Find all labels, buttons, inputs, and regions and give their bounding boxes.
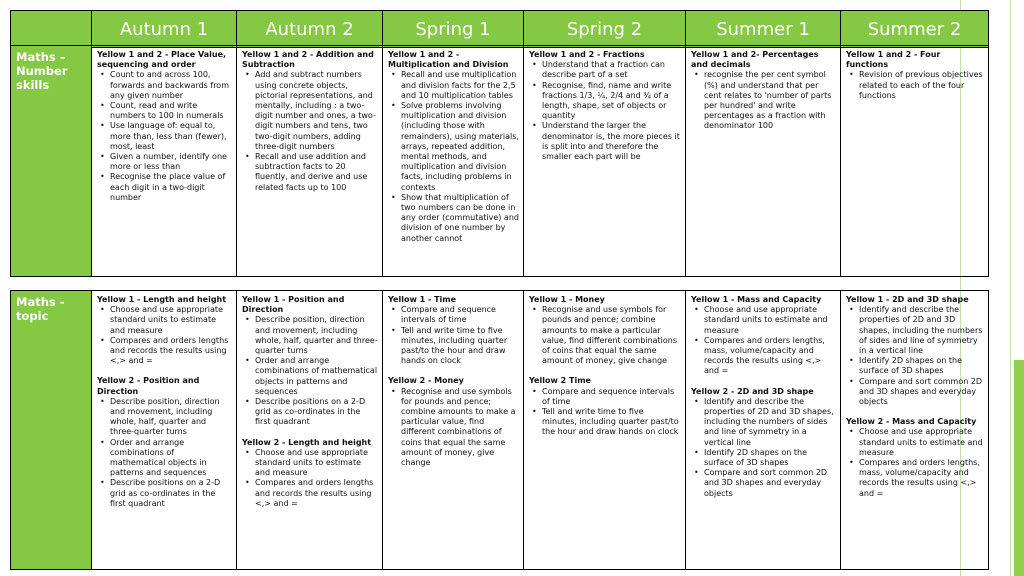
section-title: Yellow 1 - Mass and Capacity — [691, 295, 822, 304]
bullet-item: • Recognise and use symbols for pounds and pence; combine amounts to make a particular value, find different combinations of coins that equal the same amount of money, give change — [401, 387, 519, 469]
section-title: Yellow 1 - Time — [388, 295, 457, 304]
section-title: Yellow 1 - Money — [529, 295, 605, 304]
bullet-item: • Describe positions on a 2-D grid as co-ordinates in the first quadrant — [255, 397, 378, 428]
number-skills-cell — [383, 46, 524, 277]
bullet-list — [846, 427, 984, 498]
bullet-list — [846, 70, 984, 101]
bullet-item: • Compare and sort common 2D and 3D shapes and everyday objects — [704, 468, 836, 499]
bullet-list — [691, 70, 836, 131]
number-skills-cell — [686, 46, 841, 277]
bullet-item: • Count to and across 100, forwards and backwards from any given number — [110, 70, 232, 101]
bullet-item: • Choose and use appropriate standard units to estimate and measure — [110, 305, 232, 336]
bullet-list — [242, 70, 378, 192]
bullet-item: • Identify and describe the properties of 2D and 3D shapes, including the numbers of sides and line of symmetry in a vertical line — [859, 305, 984, 356]
section-title: Yellow 1 - 2D and 3D shape — [846, 295, 969, 304]
bullet-list — [529, 305, 681, 366]
bullet-item: • Compare and sequence intervals of time — [401, 305, 519, 325]
cell-title: Yellow 1 and 2 - Addition and Subtraction — [242, 50, 374, 70]
bullet-list — [388, 387, 519, 469]
decorative-band — [1014, 360, 1024, 576]
cell-title: Yellow 1 and 2- Percentages and decimals — [691, 50, 819, 70]
number-skills-cell — [92, 46, 237, 277]
bullet-item: • Solve problems involving multiplication and division (including those with remainders), using materials, arrays, repeated addition, mental methods, and multiplication and division facts, including problems in contexts — [401, 101, 519, 193]
topic-cell — [841, 291, 989, 570]
bullet-item: • Describe position, direction and movement, including whole, half, quarter and three-quarter turns — [255, 315, 378, 356]
topic-cell — [383, 291, 524, 570]
row-header-number-skills: Maths – Number skills — [11, 46, 92, 277]
bullet-item: • Recognise, find, name and write fractions 1/3, ¼, 2/4 and ¾ of a length, shape, set of objects or quantity — [542, 81, 681, 122]
bullet-item: • Compares and orders lengths and records the results using <,> and = — [110, 336, 232, 367]
bullet-item: • Identify 2D shapes on the surface of 3D shapes — [704, 448, 836, 468]
bullet-item: • Count, read and write numbers to 100 in numerals — [110, 101, 232, 121]
bullet-item: • Order and arrange combinations of mathematical objects in patterns and sequences — [110, 438, 232, 479]
bullet-item: • Understand the larger the denominator is, the more pieces it is split into and therefore the smaller each part will be — [542, 121, 681, 162]
bullet-list — [388, 70, 519, 243]
number-skills-table — [10, 45, 989, 277]
number-skills-cell — [841, 46, 989, 277]
bullet-item: • Recognise the place value of each digit in a two-digit number — [110, 172, 232, 203]
bullet-item: • Choose and use appropriate standard units to estimate and measure — [255, 448, 378, 479]
section-title: Yellow 1 - Position and Direction — [242, 295, 345, 315]
bullet-list — [529, 60, 681, 162]
bullet-item: • Compare and sequence intervals of time — [542, 387, 681, 407]
bullet-item: • Identify and describe the properties of 2D and 3D shapes, including the numbers of sides and line of symmetry in a vertical line — [704, 397, 836, 448]
bullet-item: • Add and subtract numbers using concrete objects, pictorial representations, and mentally, including : a two-digit number and ones, a two-digit numbers and tens, two two-digit numbers, adding three-digit numbers — [255, 70, 378, 152]
bullet-item: • Recognise and use symbols for pounds and pence; combine amounts to make a particular value, find different combinations of coins that equal the same amount of money, give change — [542, 305, 681, 366]
topic-table — [10, 290, 989, 570]
topic-cell — [524, 291, 686, 570]
section-title: Yellow 2 - 2D and 3D shape — [691, 386, 814, 396]
bullet-list — [691, 397, 836, 499]
bullet-item: • Order and arrange combinations of mathematical objects in patterns and sequences — [255, 356, 378, 397]
column-header: Summer 1 — [686, 11, 841, 48]
column-header: Spring 2 — [524, 11, 686, 48]
bullet-item: • Show that multiplication of two numbers can be done in any order (commutative) and division of one number by another cannot — [401, 193, 519, 244]
topic-cell — [92, 291, 237, 570]
bullet-item: • recognise the per cent symbol (%) and understand that per cent relates to 'number of parts per hundred' and write percentages as a fraction with denominator 100 — [704, 70, 836, 131]
bullet-item: • Given a number, identify one more or less than — [110, 152, 232, 172]
bullet-item: • Compares and orders lengths, mass, volume/capacity and records the results using <,> and = — [859, 458, 984, 499]
bullet-list — [242, 448, 378, 509]
cell-title: Yellow 1 and 2 - Fractions — [529, 50, 645, 59]
corner-cell — [11, 11, 92, 48]
bullet-list — [242, 315, 378, 427]
bullet-list — [529, 387, 681, 438]
bullet-item: • Recall and use multiplication and division facts for the 2,5 and 10 multiplication tables — [401, 70, 519, 101]
bullet-item: • Use language of: equal to, more than, less than (fewer), most, least — [110, 121, 232, 152]
bullet-list — [691, 305, 836, 376]
bullet-item: • Describe positions on a 2-D grid as co-ordinates in the first quadrant — [110, 478, 232, 509]
section-title: Yellow 2 Time — [529, 376, 591, 386]
bullet-item: • Compares and orders lengths and records the results using <,> and = — [255, 478, 378, 509]
decorative-line — [1010, 0, 1011, 576]
cell-title: Yellow 1 and 2 - Four functions — [846, 50, 941, 70]
bullet-item: • Describe position, direction and movement, including whole, half, quarter and three-quarter turns — [110, 397, 232, 438]
bullet-item: • Tell and write time to five minutes, including quarter past/to the hour and draw hands on clock — [401, 326, 519, 367]
column-header: Spring 1 — [383, 11, 524, 48]
number-skills-cell — [237, 46, 383, 277]
bullet-list — [97, 305, 232, 366]
section-title: Yellow 2 - Position and Direction — [97, 376, 200, 396]
column-header: Summer 2 — [841, 11, 989, 48]
header-table — [10, 10, 989, 48]
bullet-list — [388, 305, 519, 366]
bullet-item: • Tell and write time to five minutes, including quarter past/to the hour and draw hands on clock — [542, 407, 681, 438]
column-header: Autumn 1 — [92, 11, 237, 48]
topic-cell — [686, 291, 841, 570]
cell-title: Yellow 1 and 2 - Place Value, sequencing and order — [97, 50, 227, 70]
bullet-item: • Choose and use appropriate standard units to estimate and measure — [704, 305, 836, 336]
topic-cell — [237, 291, 383, 570]
bullet-list — [97, 70, 232, 203]
section-title: Yellow 1 - Length and height — [97, 295, 227, 304]
section-title: Yellow 2 - Money — [388, 376, 464, 386]
bullet-item: • Compare and sort common 2D and 3D shapes and everyday objects — [859, 377, 984, 408]
bullet-item: • Compares and orders lengths, mass, volume/capacity and records the results using <,> and = — [704, 336, 836, 377]
bullet-list — [846, 305, 984, 407]
section-title: Yellow 2 - Mass and Capacity — [846, 417, 977, 427]
bullet-item: • Recall and use addition and subtraction facts to 20 fluently, and derive and use related facts up to 100 — [255, 152, 378, 193]
section-title: Yellow 2 - Length and height — [242, 437, 372, 447]
bullet-list — [97, 397, 232, 509]
number-skills-cell — [524, 46, 686, 277]
bullet-item: • Revision of previous objectives related to each of the four functions — [859, 70, 984, 101]
row-header-topic: Maths - topic — [11, 291, 92, 570]
bullet-item: • Understand that a fraction can describe part of a set — [542, 60, 681, 80]
column-header: Autumn 2 — [237, 11, 383, 48]
cell-title: Yellow 1 and 2 - Multiplication and Division — [388, 50, 509, 70]
bullet-item: • Choose and use appropriate standard units to estimate and measure — [859, 427, 984, 458]
bullet-item: • Identify 2D shapes on the surface of 3D shapes — [859, 356, 984, 376]
